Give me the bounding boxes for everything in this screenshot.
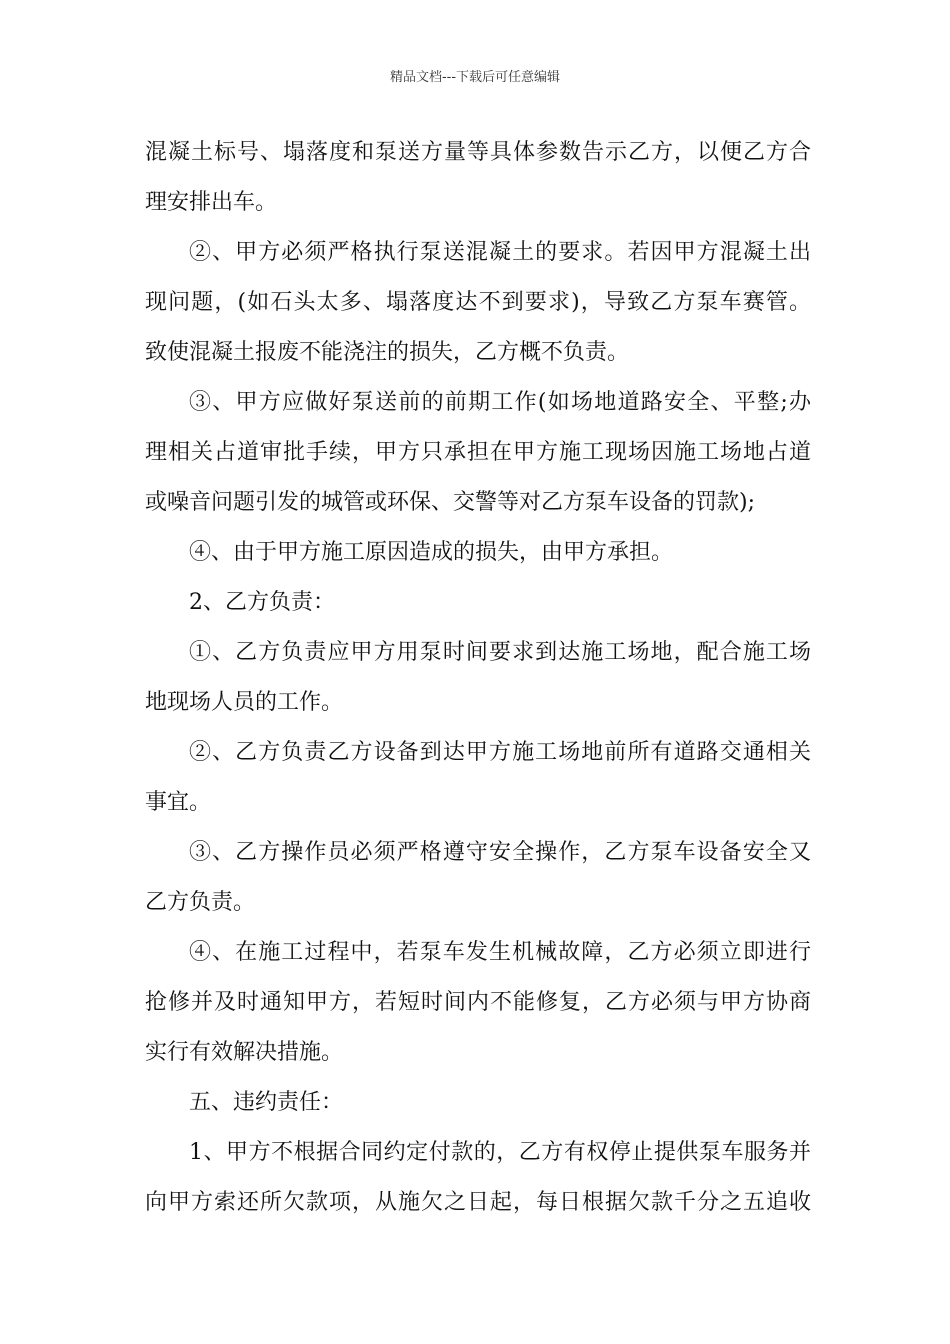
text-line: ③、乙方操作员必须严格遵守安全操作，乙方泵车设备安全又 <box>189 840 811 865</box>
text-line: 乙方负责。 <box>145 890 256 915</box>
text-line: ④、在施工过程中，若泵车发生机械故障，乙方必须立即进行 <box>189 940 811 965</box>
document-body <box>145 128 811 1228</box>
text-line: ③、甲方应做好泵送前的前期工作(如场地道路安全、平整;办 <box>189 390 811 415</box>
text-line: 理相关占道审批手续，甲方只承担在甲方施工现场因施工场地占道 <box>145 440 811 465</box>
text-line: 或噪音问题引发的城管或环保、交警等对乙方泵车设备的罚款); <box>145 490 755 515</box>
text-line: 1、甲方不根据合同约定付款的，乙方有权停止提供泵车服务并 <box>189 1140 811 1165</box>
text-line: ②、乙方负责乙方设备到达甲方施工场地前所有道路交通相关 <box>189 740 811 765</box>
text-line: 混凝土标号、塌落度和泵送方量等具体参数告示乙方，以便乙方合 <box>145 140 811 165</box>
text-line: 向甲方索还所欠款项，从施欠之日起，每日根据欠款千分之五追收 <box>145 1190 811 1215</box>
text-line: 地现场人员的工作。 <box>145 690 344 715</box>
text-line: ①、乙方负责应甲方用泵时间要求到达施工场地，配合施工场 <box>189 640 811 665</box>
section-heading: 五、违约责任： <box>189 1090 344 1115</box>
text-line: 实行有效解决措施。 <box>145 1040 344 1065</box>
text-line: 理安排出车。 <box>145 190 278 215</box>
text-line: 抢修并及时通知甲方，若短时间内不能修复，乙方必须与甲方协商 <box>145 990 811 1015</box>
text-line: 事宜。 <box>145 790 212 815</box>
text-line: ②、甲方必须严格执行泵送混凝土的要求。若因甲方混凝土出 <box>189 240 811 265</box>
text-line: 现问题，(如石头太多、塌落度达不到要求)，导致乙方泵车赛管。 <box>145 290 811 315</box>
section-heading: 2、乙方负责： <box>189 590 335 615</box>
page-header: 精品文档---下载后可任意编辑 <box>389 70 561 85</box>
text-line: 致使混凝土报废不能浇注的损失，乙方概不负责。 <box>145 340 630 365</box>
text-line: ④、由于甲方施工原因造成的损失，由甲方承担。 <box>189 540 674 565</box>
